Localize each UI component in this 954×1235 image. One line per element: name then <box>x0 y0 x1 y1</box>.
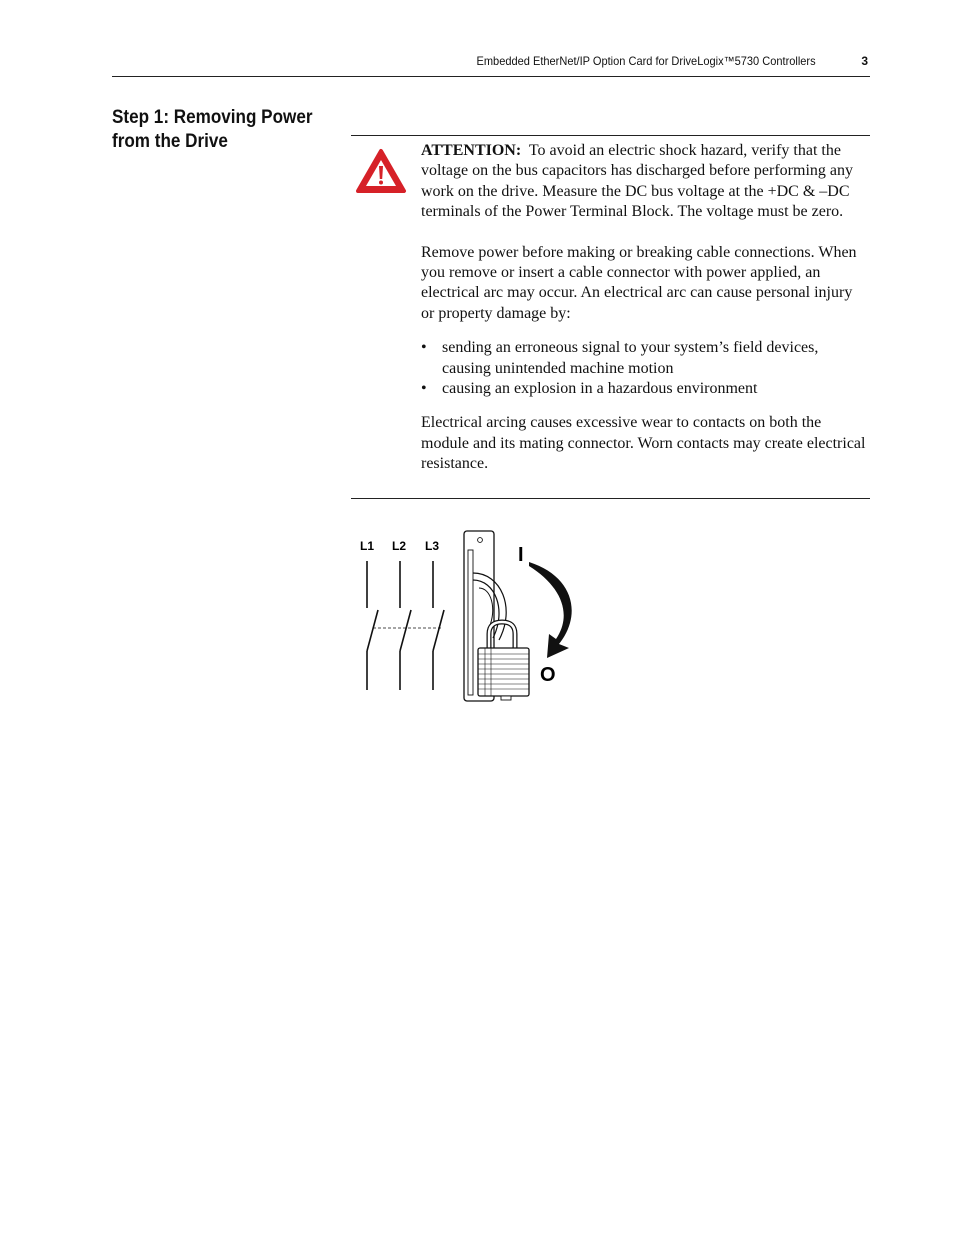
attention-label: ATTENTION: <box>421 142 522 159</box>
line-label-l2: L2 <box>392 539 407 553</box>
attention-paragraph-3: Electrical arcing causes excessive wear to contacts on both the module and its mating connector. Worn contacts may create electrical resistance. <box>421 414 866 473</box>
attention-paragraph-2: Remove power before making or breaking cable connections. When you remove or insert a cable connector with power applied, an electrical arc may occur. An electrical arc can cause personal injury or property damage by: <box>421 243 857 322</box>
off-position-label: O <box>540 664 556 686</box>
warning-triangle-icon <box>355 148 407 194</box>
attention-paragraph-1 <box>421 141 867 223</box>
line-label-l1: L1 <box>360 539 375 553</box>
attention-intro: To avoid an electric shock hazard, verify that the voltage on the bus capacitors has discharged before performing any work on the drive. Measure the DC bus voltage at the +DC & –DC terminals of the Power Terminal Block. The voltage must be zero. <box>421 142 853 221</box>
header-title: Embedded EtherNet/IP Option Card for DriveLogix™5730 Controllers <box>476 54 816 68</box>
attention-text <box>421 141 867 475</box>
list-item: • causing an explosion in a hazardous environment <box>421 379 867 399</box>
attention-box <box>351 135 870 499</box>
on-position-label: I <box>518 544 524 566</box>
page-number: 3 <box>861 54 868 68</box>
list-item: • sending an erroneous signal to your system’s field devices, causing unintended machine motion <box>421 338 867 379</box>
page-header <box>112 52 870 77</box>
disconnect-switch-diagram <box>351 528 591 708</box>
line-label-l3: L3 <box>425 539 440 553</box>
hazard-list <box>421 338 867 399</box>
disconnect-figure <box>351 528 591 708</box>
switch-contacts <box>367 561 444 690</box>
rotation-arrow-icon <box>529 562 572 658</box>
section-heading: Step 1: Removing Power from the Drive <box>112 107 313 152</box>
